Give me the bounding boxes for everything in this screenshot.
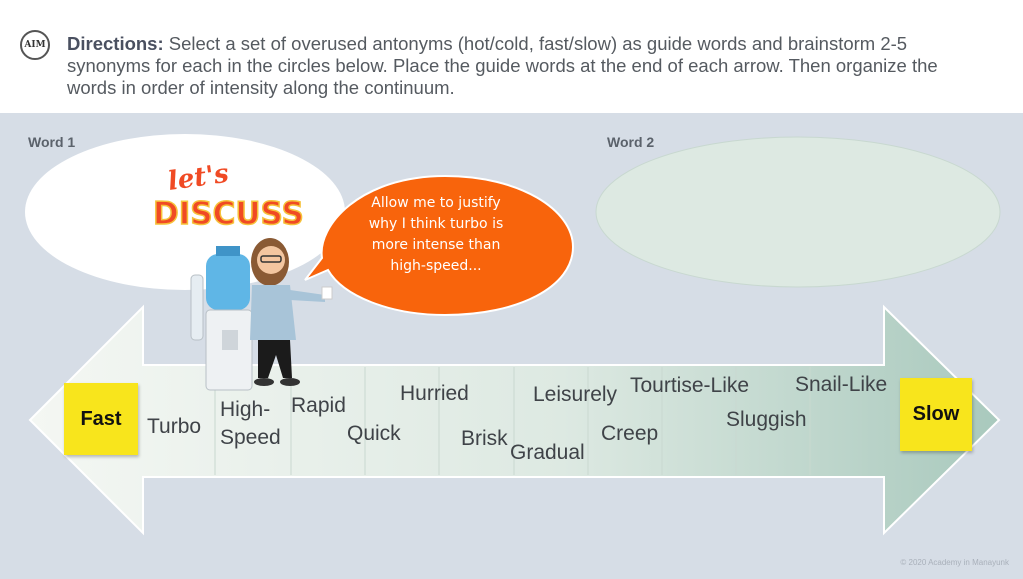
word-speed[interactable]: Speed [220,426,281,449]
word-hurried[interactable]: Hurried [400,382,469,405]
word-brisk[interactable]: Brisk [461,427,508,450]
word-tourtise-like[interactable]: Tourtise-Like [630,374,750,397]
svg-text:DISCUSS: DISCUSS [153,196,304,232]
word-snail-like[interactable]: Snail-Like [795,373,888,396]
directions-label: Directions: [67,33,164,54]
word-turbo[interactable]: Turbo [147,415,202,438]
word-creep[interactable]: Creep [601,422,659,445]
speech-bubble-text: Allow me to justify why I think turbo is more intense than high-speed... [368,195,504,274]
word-quick[interactable]: Quick [347,422,401,445]
guide-word-fast[interactable]: Fast [64,383,138,455]
word-sluggish[interactable]: Sluggish [726,408,807,431]
guide-word-slow[interactable]: Slow [900,378,972,451]
aim-logo: AIM [20,30,50,60]
word-gradual[interactable]: Gradual [510,441,585,464]
word-rapid[interactable]: Rapid [291,394,346,417]
copyright-text: © 2020 Academy in Manayunk [900,558,1009,567]
svg-text:let's: let's [165,158,231,197]
word2-label: Word 2 [607,134,655,150]
directions-body: Select a set of overused antonyms (hot/cold, fast/slow) as guide words and brainstorm 2-5 synonyms for each in the circles below. Place the guide words at the end of each arrow. Then organize the words in order of intensity along the continuum. [67,33,938,98]
word1-label: Word 1 [28,134,76,150]
word2-circle[interactable] [596,137,1000,287]
word-high[interactable]: High- [220,398,271,421]
word-leisurely[interactable]: Leisurely [533,383,618,406]
